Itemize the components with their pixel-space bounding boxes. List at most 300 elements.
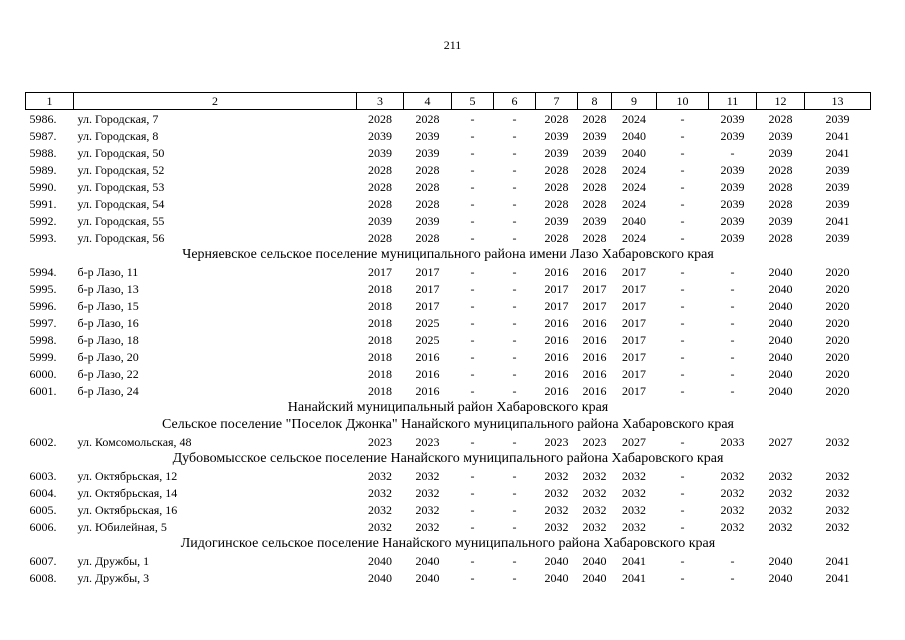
row-number-cell: 6001.: [29, 383, 57, 398]
settlement-section-heading-row: [26, 416, 871, 433]
column-number-header: 3: [357, 93, 404, 110]
address-cell: ул. Октябрьская, 12: [77, 468, 178, 483]
year-cell: 2032: [582, 468, 607, 483]
row-number-cell: 5994.: [29, 264, 57, 279]
year-cell: 2028: [544, 230, 569, 245]
year-cell: -: [512, 468, 517, 483]
year-cell: 2040: [768, 553, 793, 568]
year-cell: 2018: [368, 383, 392, 398]
year-cell: 2028: [368, 230, 392, 245]
year-cell: -: [470, 366, 475, 381]
year-cell: 2027: [768, 434, 793, 449]
year-cell: -: [730, 281, 735, 296]
year-cell: 2016: [544, 315, 569, 330]
settlement-section-heading: Сельское поселение "Поселок Джонка" Нанайского муниципального района Хабаровского края: [162, 417, 734, 432]
year-cell: 2016: [544, 349, 569, 364]
year-cell: -: [512, 196, 517, 211]
year-cell: 2040: [582, 570, 607, 585]
year-cell: 2039: [544, 213, 569, 228]
year-cell: -: [470, 332, 475, 347]
year-cell: -: [512, 230, 517, 245]
column-number-header: 9: [612, 93, 657, 110]
year-cell: 2040: [622, 128, 646, 143]
year-cell: 2028: [582, 179, 607, 194]
address-cell: ул. Городская, 55: [77, 213, 165, 228]
year-cell: 2016: [582, 383, 607, 398]
address-cell: ул. Городская, 7: [77, 111, 159, 126]
year-cell: 2017: [368, 264, 392, 279]
year-cell: 2018: [368, 366, 392, 381]
table-row: [26, 518, 871, 535]
year-cell: -: [470, 213, 475, 228]
year-cell: -: [730, 349, 735, 364]
settlement-section-heading: Черняевское сельское поселение муниципального района имени Лазо Хабаровского края: [182, 247, 714, 262]
address-cell: б-р Лазо, 22: [77, 366, 139, 381]
year-cell: 2025: [415, 332, 440, 347]
year-cell: -: [512, 502, 517, 517]
year-cell: 2040: [582, 553, 607, 568]
table-row: [26, 161, 871, 178]
year-cell: 2041: [825, 570, 850, 585]
year-cell: -: [512, 128, 517, 143]
table-row: [26, 552, 871, 569]
year-cell: 2017: [622, 264, 646, 279]
year-cell: -: [680, 553, 685, 568]
year-cell: -: [512, 349, 517, 364]
year-cell: -: [680, 485, 685, 500]
column-number-header: 5: [452, 93, 494, 110]
row-number-cell: 6003.: [29, 468, 57, 483]
table-row: [26, 467, 871, 484]
year-cell: 2041: [622, 570, 646, 585]
year-cell: -: [680, 298, 685, 313]
year-cell: 2040: [768, 366, 793, 381]
year-cell: 2032: [720, 502, 745, 517]
settlement-section-heading: Лидогинское сельское поселение Нанайского муниципального района Хабаровского края: [180, 536, 716, 551]
year-cell: 2032: [582, 485, 607, 500]
year-cell: 2018: [368, 315, 392, 330]
year-cell: 2024: [622, 196, 646, 211]
year-cell: -: [680, 349, 685, 364]
year-cell: 2039: [768, 145, 793, 160]
column-number-header: 2: [74, 93, 357, 110]
address-cell: б-р Лазо, 13: [77, 281, 139, 296]
column-number-header: 10: [657, 93, 709, 110]
year-cell: 2039: [720, 196, 745, 211]
year-cell: -: [730, 570, 735, 585]
year-cell: 2039: [544, 128, 569, 143]
year-cell: 2039: [720, 179, 745, 194]
year-cell: 2028: [768, 196, 793, 211]
year-cell: 2024: [622, 179, 646, 194]
address-cell: ул. Октябрьская, 16: [77, 502, 178, 517]
year-cell: -: [470, 196, 475, 211]
table-row: [26, 127, 871, 144]
year-cell: 2032: [415, 502, 440, 517]
column-number-header: 8: [578, 93, 612, 110]
address-cell: б-р Лазо, 11: [77, 264, 139, 279]
table-row: [26, 484, 871, 501]
table-row: [26, 314, 871, 331]
address-cell: ул. Дружбы, 1: [77, 553, 150, 568]
year-cell: 2032: [415, 519, 440, 534]
year-cell: -: [512, 179, 517, 194]
table-row: [26, 178, 871, 195]
year-cell: 2032: [825, 502, 850, 517]
table-row: [26, 433, 871, 450]
table-row: [26, 110, 871, 128]
year-cell: -: [680, 145, 685, 160]
column-number-header: 1: [26, 93, 74, 110]
year-cell: 2017: [622, 281, 646, 296]
year-cell: 2032: [720, 519, 745, 534]
year-cell: 2040: [768, 264, 793, 279]
year-cell: 2032: [825, 485, 850, 500]
year-cell: -: [512, 434, 517, 449]
year-cell: 2028: [415, 111, 440, 126]
table-row: [26, 263, 871, 280]
year-cell: -: [512, 315, 517, 330]
row-number-cell: 6000.: [29, 366, 57, 381]
year-cell: -: [512, 162, 517, 177]
row-number-cell: 5998.: [29, 332, 57, 347]
settlement-section-heading: Дубовомысское сельское поселение Нанайского муниципального района Хабаровского края: [172, 451, 724, 466]
address-cell: б-р Лазо, 15: [77, 298, 139, 313]
year-cell: 2041: [825, 128, 850, 143]
year-cell: 2032: [582, 502, 607, 517]
year-cell: -: [512, 332, 517, 347]
year-cell: -: [470, 553, 475, 568]
year-cell: 2020: [825, 315, 850, 330]
settlement-section-heading-row: [26, 246, 871, 263]
year-cell: 2028: [768, 179, 793, 194]
year-cell: -: [680, 111, 685, 126]
year-cell: 2020: [825, 298, 850, 313]
year-cell: 2016: [582, 315, 607, 330]
year-cell: 2016: [582, 264, 607, 279]
row-number-cell: 6006.: [29, 519, 57, 534]
row-number-cell: 5999.: [29, 349, 57, 364]
year-cell: 2040: [768, 332, 793, 347]
table-row: [26, 331, 871, 348]
year-cell: -: [470, 128, 475, 143]
year-cell: -: [470, 298, 475, 313]
year-cell: -: [680, 315, 685, 330]
year-cell: 2040: [415, 570, 440, 585]
year-cell: 2040: [622, 213, 646, 228]
year-cell: -: [470, 145, 475, 160]
year-cell: 2017: [544, 298, 569, 313]
year-cell: 2040: [768, 281, 793, 296]
year-cell: -: [680, 383, 685, 398]
year-cell: -: [512, 298, 517, 313]
year-cell: 2039: [825, 230, 850, 245]
year-cell: -: [512, 383, 517, 398]
year-cell: -: [512, 213, 517, 228]
year-cell: 2016: [415, 366, 440, 381]
year-cell: 2020: [825, 332, 850, 347]
year-cell: -: [680, 179, 685, 194]
year-cell: 2017: [582, 281, 607, 296]
year-cell: 2039: [582, 128, 607, 143]
year-cell: 2032: [768, 519, 793, 534]
year-cell: -: [470, 468, 475, 483]
table-row: [26, 365, 871, 382]
year-cell: 2040: [544, 570, 569, 585]
year-cell: 2032: [768, 502, 793, 517]
year-cell: -: [512, 366, 517, 381]
row-number-cell: 6004.: [29, 485, 57, 500]
year-cell: 2023: [544, 434, 569, 449]
year-cell: 2028: [768, 230, 793, 245]
year-cell: 2023: [368, 434, 392, 449]
year-cell: 2017: [415, 281, 440, 296]
year-cell: 2039: [720, 230, 745, 245]
year-cell: 2032: [825, 519, 850, 534]
year-cell: 2039: [544, 145, 569, 160]
table-row: [26, 229, 871, 246]
year-cell: -: [470, 281, 475, 296]
year-cell: 2032: [544, 502, 569, 517]
column-number-header: 7: [536, 93, 578, 110]
year-cell: -: [730, 553, 735, 568]
address-cell: б-р Лазо, 18: [77, 332, 139, 347]
year-cell: 2032: [825, 468, 850, 483]
year-cell: 2032: [368, 485, 392, 500]
address-cell: б-р Лазо, 24: [77, 383, 139, 398]
year-cell: -: [680, 434, 685, 449]
year-cell: -: [680, 468, 685, 483]
year-cell: 2018: [368, 349, 392, 364]
year-cell: 2016: [544, 332, 569, 347]
year-cell: 2040: [368, 570, 392, 585]
year-cell: -: [512, 519, 517, 534]
year-cell: -: [470, 111, 475, 126]
year-cell: 2028: [544, 162, 569, 177]
row-number-cell: 5990.: [29, 179, 57, 194]
year-cell: 2016: [582, 349, 607, 364]
year-cell: -: [730, 366, 735, 381]
year-cell: -: [730, 145, 735, 160]
year-cell: 2039: [768, 128, 793, 143]
year-cell: 2024: [622, 162, 646, 177]
year-cell: -: [680, 570, 685, 585]
year-cell: 2039: [368, 128, 392, 143]
settlement-section-heading-row: [26, 535, 871, 552]
year-cell: 2016: [544, 264, 569, 279]
year-cell: 2040: [768, 383, 793, 398]
year-cell: 2040: [768, 349, 793, 364]
year-cell: 2020: [825, 281, 850, 296]
year-cell: 2023: [582, 434, 607, 449]
year-cell: 2032: [720, 485, 745, 500]
year-cell: -: [512, 485, 517, 500]
table-row: [26, 501, 871, 518]
year-cell: 2032: [622, 519, 646, 534]
address-cell: ул. Городская, 53: [77, 179, 165, 194]
year-cell: 2027: [622, 434, 646, 449]
year-cell: 2016: [582, 332, 607, 347]
page-number: 211: [443, 38, 462, 52]
column-number-header: 13: [805, 93, 871, 110]
year-cell: 2041: [825, 553, 850, 568]
year-cell: -: [470, 570, 475, 585]
row-number-cell: 5993.: [29, 230, 57, 245]
year-cell: 2028: [368, 111, 392, 126]
table-row: [26, 348, 871, 365]
year-cell: 2020: [825, 383, 850, 398]
row-number-cell: 5988.: [29, 145, 57, 160]
year-cell: 2041: [825, 213, 850, 228]
year-cell: -: [512, 111, 517, 126]
year-cell: -: [680, 502, 685, 517]
year-cell: 2032: [622, 468, 646, 483]
year-cell: 2039: [768, 213, 793, 228]
column-number-header: 11: [709, 93, 757, 110]
year-cell: -: [680, 519, 685, 534]
row-number-cell: 5996.: [29, 298, 57, 313]
year-cell: 2025: [415, 315, 440, 330]
year-cell: 2032: [368, 519, 392, 534]
year-cell: 2017: [622, 349, 646, 364]
year-cell: 2016: [582, 366, 607, 381]
address-cell: б-р Лазо, 16: [77, 315, 139, 330]
settlement-section-heading-row: [26, 399, 871, 416]
row-number-cell: 5995.: [29, 281, 57, 296]
year-cell: 2017: [622, 366, 646, 381]
year-cell: 2040: [415, 553, 440, 568]
table-row: [26, 195, 871, 212]
year-cell: 2028: [582, 196, 607, 211]
address-cell: ул. Городская, 50: [77, 145, 165, 160]
year-cell: -: [730, 298, 735, 313]
year-cell: 2040: [368, 553, 392, 568]
year-cell: 2028: [368, 162, 392, 177]
year-cell: 2039: [720, 128, 745, 143]
year-cell: 2028: [415, 162, 440, 177]
year-cell: -: [680, 162, 685, 177]
column-number-header: 4: [404, 93, 452, 110]
year-cell: 2020: [825, 349, 850, 364]
year-cell: 2032: [622, 485, 646, 500]
address-cell: б-р Лазо, 20: [77, 349, 139, 364]
year-cell: 2039: [825, 111, 850, 126]
year-cell: 2017: [582, 298, 607, 313]
year-cell: -: [470, 349, 475, 364]
year-cell: 2032: [622, 502, 646, 517]
year-cell: 2040: [768, 570, 793, 585]
year-cell: -: [512, 553, 517, 568]
year-cell: -: [512, 281, 517, 296]
year-cell: 2039: [582, 145, 607, 160]
address-cell: ул. Городская, 54: [77, 196, 165, 211]
year-cell: 2032: [720, 468, 745, 483]
year-cell: -: [730, 383, 735, 398]
year-cell: 2032: [768, 485, 793, 500]
year-cell: 2023: [415, 434, 440, 449]
settlement-section-heading-row: [26, 450, 871, 467]
year-cell: -: [680, 281, 685, 296]
year-cell: 2016: [544, 383, 569, 398]
year-cell: 2039: [415, 213, 440, 228]
year-cell: -: [470, 230, 475, 245]
year-cell: 2039: [415, 145, 440, 160]
year-cell: 2028: [415, 230, 440, 245]
year-cell: 2028: [768, 162, 793, 177]
year-cell: 2041: [622, 553, 646, 568]
year-cell: -: [730, 332, 735, 347]
year-cell: 2032: [368, 468, 392, 483]
year-cell: -: [680, 332, 685, 347]
year-cell: 2018: [368, 298, 392, 313]
year-cell: -: [730, 315, 735, 330]
address-cell: ул. Комсомольская, 48: [77, 434, 192, 449]
year-cell: 2016: [415, 383, 440, 398]
year-cell: 2017: [544, 281, 569, 296]
year-cell: 2028: [415, 179, 440, 194]
row-number-cell: 6008.: [29, 570, 57, 585]
year-cell: 2020: [825, 366, 850, 381]
year-cell: 2016: [544, 366, 569, 381]
year-cell: 2039: [825, 162, 850, 177]
row-number-cell: 5986.: [29, 111, 57, 126]
year-cell: 2028: [368, 179, 392, 194]
year-cell: 2028: [368, 196, 392, 211]
year-cell: 2040: [544, 553, 569, 568]
table-row: [26, 212, 871, 229]
year-cell: 2028: [544, 179, 569, 194]
year-cell: 2017: [622, 332, 646, 347]
year-cell: 2024: [622, 111, 646, 126]
year-cell: 2028: [415, 196, 440, 211]
year-cell: 2039: [368, 145, 392, 160]
address-cell: ул. Городская, 52: [77, 162, 165, 177]
housing-register-table: [25, 92, 871, 586]
table-row: [26, 280, 871, 297]
year-cell: 2032: [544, 485, 569, 500]
year-cell: 2024: [622, 230, 646, 245]
year-cell: 2039: [582, 213, 607, 228]
year-cell: -: [470, 519, 475, 534]
year-cell: -: [512, 264, 517, 279]
year-cell: 2039: [720, 162, 745, 177]
year-cell: 2039: [720, 111, 745, 126]
year-cell: 2017: [622, 298, 646, 313]
year-cell: -: [680, 366, 685, 381]
year-cell: -: [470, 315, 475, 330]
year-cell: 2032: [825, 434, 850, 449]
year-cell: 2039: [368, 213, 392, 228]
year-cell: -: [512, 145, 517, 160]
year-cell: 2039: [825, 196, 850, 211]
year-cell: 2020: [825, 264, 850, 279]
year-cell: 2039: [720, 213, 745, 228]
year-cell: 2017: [622, 315, 646, 330]
year-cell: 2039: [415, 128, 440, 143]
address-cell: ул. Юбилейная, 5: [77, 519, 167, 534]
column-number-header: 12: [757, 93, 805, 110]
row-number-cell: 6007.: [29, 553, 57, 568]
row-number-cell: 6005.: [29, 502, 57, 517]
year-cell: 2032: [368, 502, 392, 517]
year-cell: -: [512, 570, 517, 585]
table-row: [26, 569, 871, 586]
year-cell: -: [470, 434, 475, 449]
address-cell: ул. Городская, 8: [77, 128, 159, 143]
year-cell: 2033: [720, 434, 745, 449]
year-cell: 2032: [544, 519, 569, 534]
column-number-header: 6: [494, 93, 536, 110]
